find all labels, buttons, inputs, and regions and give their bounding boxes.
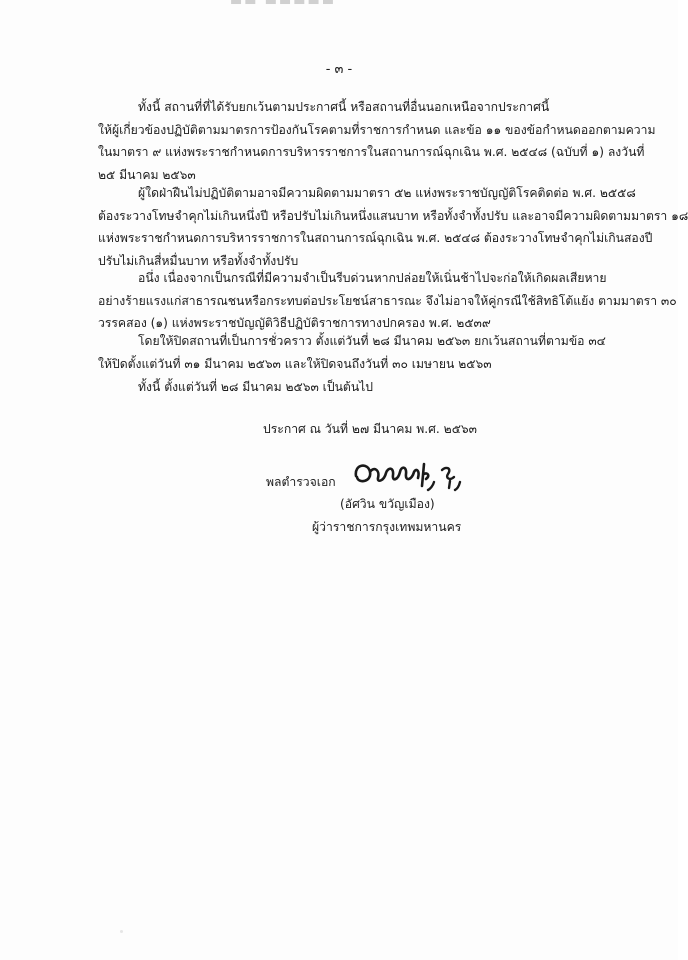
handwritten-signature xyxy=(350,452,470,496)
signer-name: (อัศวิน ขวัญเมือง) xyxy=(340,497,435,511)
text-line: ให้ปิดตั้งแต่วันที่ ๓๑ มีนาคม ๒๕๖๓ และให้ปิดจนถึงวันที่ ๓๐ เมษายน ๒๕๖๓ xyxy=(98,356,492,371)
text-line: ๒๕ มีนาคม ๒๕๖๓ xyxy=(98,167,196,182)
signer-rank: พลตำรวจเอก xyxy=(266,475,336,489)
text-line: อย่างร้ายแรงแก่สาธารณชนหรือกระทบต่อประโยชน์สาธารณะ จึงไม่อาจให้คู่กรณีใช้สิทธิโต้แย้ง ตามมาตรา ๓๐ xyxy=(98,293,677,308)
text-line: ทั้งนี้ ตั้งแต่วันที่ ๒๘ มีนาคม ๒๕๖๓ เป็นต้นไป xyxy=(138,380,374,394)
text-line: แห่งพระราชกำหนดการบริหารราชการในสถานการณ์ฉุกเฉิน พ.ศ. ๒๕๔๘ ต้องระวางโทษจำคุกไม่เกินสองปี xyxy=(98,231,653,245)
signer-position: ผู้ว่าราชการกรุงเทพมหานคร xyxy=(312,520,462,534)
text-line: โดยให้ปิดสถานที่เป็นการชั่วคราว ตั้งแต่วันที่ ๒๘ มีนาคม ๒๕๖๓ ยกเว้นสถานที่ตามข้อ ๓๔ xyxy=(138,334,606,348)
issued-date-line: ประกาศ ณ วันที่ ๒๗ มีนาคม พ.ศ. ๒๕๖๓ xyxy=(263,422,477,436)
text-line: ในมาตรา ๙ แห่งพระราชกำหนดการบริหารราชการในสถานการณ์ฉุกเฉิน พ.ศ. ๒๕๔๘ (ฉบับที่ ๑) ลงวันที่ xyxy=(98,145,645,159)
paragraph-effective-date xyxy=(98,376,580,399)
paragraph-urgency xyxy=(98,267,677,335)
text-line: ให้ผู้เกี่ยวข้องปฏิบัติตามมาตรการป้องกันโรคตามที่ราชการกำหนด และข้อ ๑๑ ของข้อกำหนดออกตามความ xyxy=(98,122,656,137)
scan-artifact-dot xyxy=(120,930,123,933)
page-number: - ๓ - xyxy=(325,62,353,77)
text-line: ต้องระวางโทษจำคุกไม่เกินหนึ่งปี หรือปรับไม่เกินหนึ่งแสนบาท หรือทั้งจำทั้งปรับ และอาจมีความผิดตามมาตรา ๑๘ xyxy=(98,208,688,223)
paragraph-exemption xyxy=(98,96,656,186)
text-line: วรรคสอง (๑) แห่งพระราชบัญญัติวิธีปฏิบัติราชการทางปกครอง พ.ศ. ๒๕๓๙ xyxy=(98,316,491,330)
text-line: ทั้งนี้ สถานที่ที่ได้รับยกเว้นตามประกาศนี้ หรือสถานที่อื่นนอกเหนือจากประกาศนี้ xyxy=(138,100,550,114)
paragraph-penalty xyxy=(98,182,688,272)
text-line: ผู้ใดฝ่าฝืนไม่ปฏิบัติตามอาจมีความผิดตามมาตรา ๕๒ แห่งพระราชบัญญัติโรคติดต่อ พ.ศ. ๒๕๕๘ xyxy=(138,186,636,200)
paragraph-closure-period xyxy=(98,330,606,375)
text-line: อนึ่ง เนื่องจากเป็นกรณีที่มีความจำเป็นรีบด่วนหากปล่อยให้เนิ่นช้าไปจะก่อให้เกิดผลเสียหาย xyxy=(138,271,607,285)
scan-artifact-top: ▬▬ ▬▬▬▬▬ xyxy=(230,0,337,9)
text-line: ปรับไม่เกินสี่หมื่นบาท หรือทั้งจำทั้งปรับ xyxy=(98,253,299,268)
